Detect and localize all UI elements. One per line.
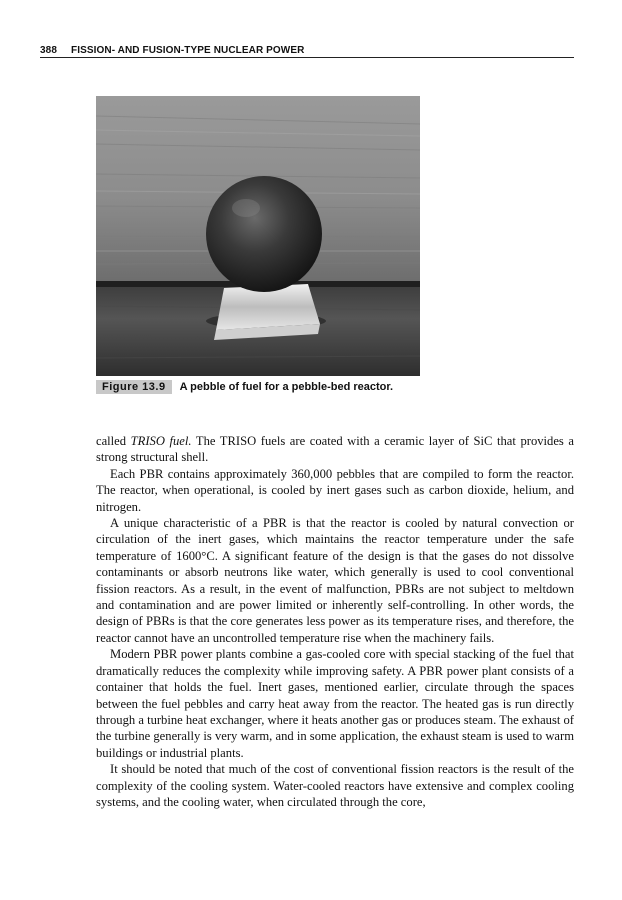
paragraph-5: It should be noted that much of the cost of conventional fission reactors is the result of the complexity of the cooling system. Water-cooled reactors have extensive and complex cooling systems, and the cooling water, when circulated through the core, (96, 762, 574, 809)
figure-label: Figure 13.9 (96, 380, 172, 394)
figure-caption-text: A pebble of fuel for a pebble-bed reactor. (179, 381, 394, 393)
term-triso-fuel: TRISO fuel. (130, 434, 192, 448)
chapter-title: FISSION- AND FUSION-TYPE NUCLEAR POWER (71, 45, 305, 56)
paragraph-1 (96, 433, 574, 466)
figure-caption (96, 380, 556, 398)
running-header (40, 45, 574, 56)
paragraph-1-rest: The TRISO fuels are coated with a ceramic layer of SiC that provides a strong structural shell. (96, 434, 574, 465)
paragraph-1-lead: called (96, 434, 131, 448)
header-rule (40, 57, 574, 58)
paragraph-2: Each PBR contains approximately 360,000 pebbles that are compiled to form the reactor. The reactor, when operational, is cooled by inert gases such as carbon dioxide, helium, and nitrogen. (96, 466, 574, 514)
page-number: 388 (40, 45, 57, 56)
paragraph-4: Modern PBR power plants combine a gas-cooled core with special stacking of the fuel that dramatically reduces the complexity while improving safety. A PBR power plant consists of a container that holds the fuel. Inert gases, mentioned earlier, circulate through the spaces between the fuel pebbles and carry heat away from the reactor. The heated gas is run directly through a turbine heat exchanger, where it heats another gas or produces steam. The exhaust of the turbine generally is very warm, and in some application, the exhaust steam is used to warm buildings or industrial plants. (96, 647, 575, 760)
figure-photo-pebble (96, 96, 420, 376)
paragraph-3: A unique characteristic of a PBR is that the reactor is cooled by natural convection or circulation of the inert gases, which maintains the reactor temperature under the safe temperature of 1600°C. A significant feature of the design is that the gases do not dissolve contaminants or absorb neutrons like water, which generally is used to cool conventional fission reactors. As a result, in the event of malfunction, PBRs are not subject to meltdown and contamination and are power limited or inherently self-controlling. In other words, the design of PBRs is that the core generates less power as its temperature rises, and therefore, the reactor cannot have an uncontrolled temperature rise when the machinery fails. (96, 516, 574, 645)
body-text (96, 433, 574, 810)
